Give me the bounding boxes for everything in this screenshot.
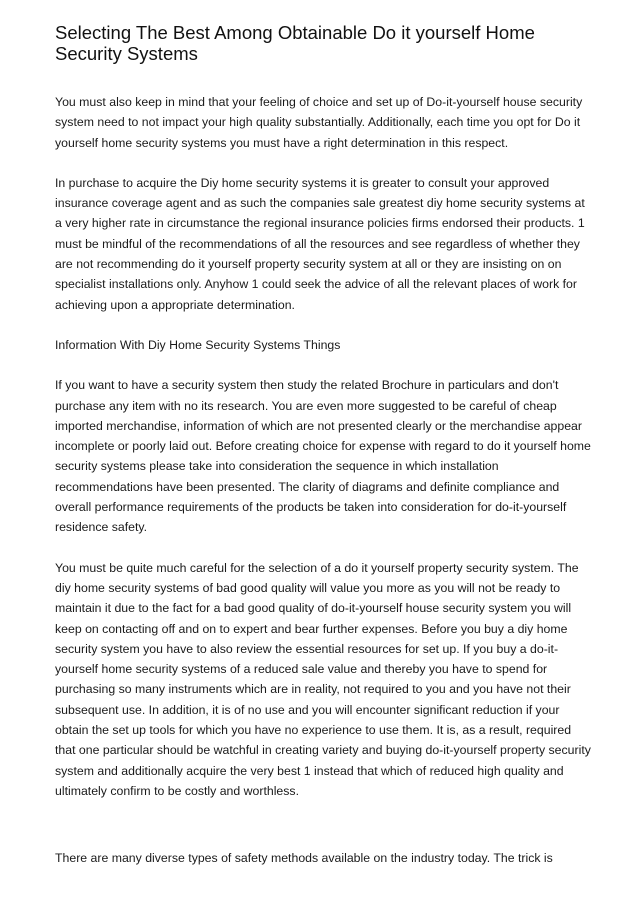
paragraph-4: You must be quite much careful for the selection of a do it yourself property security system. The diy home security systems of bad good quality will value you more as you will not be ready to maintain it due to the fact for a bad good quality of do-it-yourself house security system you will keep on contacting off and on to expert and bear further expenses. Before you buy a diy home security system you have to also review the essential resources for set up. If you buy a do-it-yourself home security systems of a reduced sale value and thereby you have to spend for purchasing so many instruments which are in reality, not required to you and you have not their subsequent use. In addition, it is of no use and you will encounter significant reduction if your obtain the set up tools for which you have no experience to use them. It is, as a result, required that one particular should be watchful in creating variety and buying do-it-yourself property security system and additionally acquire the very best 1 instead that which of reduced high quality and ultimately confirm to be costly and worthless. — [55, 560, 591, 798]
paragraph-3: If you want to have a security system then study the related Brochure in particulars and don't purchase any item with no its research. You are even more suggested to be careful of cheap imported merchandise, information of which are not presented clearly or the merchandise appear incomplete or poorly laid out. Before creating choice for expense with regard to do it yourself home security systems please take into consideration the sequence in which installation recommendations have been presented. The clarity of diagrams and definite compliance and overall performance requirements of the products be taken into consideration for do-it-yourself residence safety. — [55, 378, 591, 535]
paragraph-2: In purchase to acquire the Diy home security systems it is greater to consult your approved insurance coverage agent and as such the companies sale greatest diy home security systems at a very higher rate in circumstance the regional insurance policies firms endorsed their products. 1 must be mindful of the recommendations of all the resources and see regardless of whether they are not recommending do it yourself property security system at all or they are insisting on on specialist installations only. Anyhow 1 could seek the advice of all the relevant places of work for achieving upon a appropriate determination. — [55, 175, 585, 312]
paragraph-1: You must also keep in mind that your feeling of choice and set up of Do-it-yourself house security system need to not impact your high quality substantially. Additionally, each time you opt for Do it yourself home security systems you must have a right determination in this respect. — [55, 95, 583, 150]
paragraph-5: There are many diverse types of safety methods available on the industry today. The trick is — [55, 851, 553, 865]
document-title: Selecting The Best Among Obtainable Do it yourself Home Security Systems — [55, 22, 535, 64]
section-subheading: Information With Diy Home Security Systems Things — [55, 337, 341, 352]
document-page — [55, 22, 593, 865]
